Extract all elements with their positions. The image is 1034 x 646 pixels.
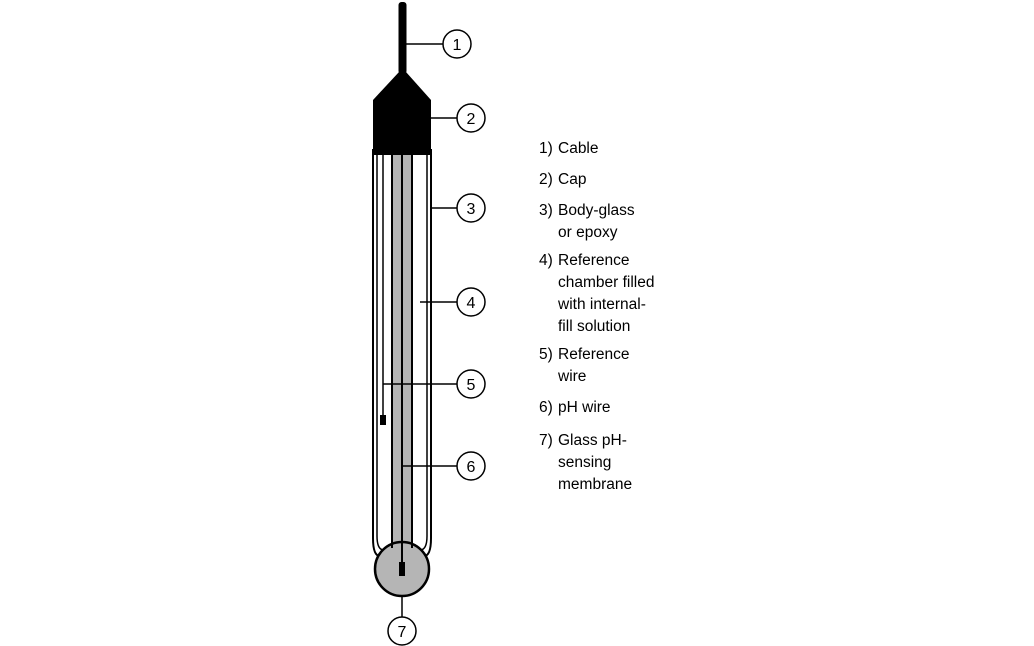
callout-1 bbox=[443, 30, 471, 58]
legend-item-ph-wire bbox=[539, 397, 799, 419]
legend-text: pH wire bbox=[558, 399, 611, 416]
callout-4 bbox=[457, 288, 485, 316]
legend-number: 2) bbox=[539, 171, 553, 188]
legend-text: Reference wire bbox=[558, 346, 630, 385]
callout-3 bbox=[457, 194, 485, 222]
callout-5-label: 5 bbox=[466, 377, 476, 394]
callout-2-label: 2 bbox=[466, 111, 476, 128]
legend-item-reference-wire bbox=[539, 344, 799, 388]
legend-number: 6) bbox=[539, 399, 553, 416]
callout-4-label: 4 bbox=[466, 295, 476, 312]
legend-item-reference-chamber bbox=[539, 250, 799, 338]
legend-text: Glass pH- sensing membrane bbox=[558, 432, 633, 493]
legend-number: 1) bbox=[539, 140, 553, 157]
legend-text: Cap bbox=[558, 171, 587, 188]
callout-6 bbox=[457, 452, 485, 480]
legend-item-body bbox=[539, 200, 799, 244]
callout-7 bbox=[388, 617, 416, 645]
reference-wire-tip bbox=[380, 415, 386, 425]
legend bbox=[539, 138, 799, 505]
callout-2 bbox=[457, 104, 485, 132]
callout-1-label: 1 bbox=[452, 37, 462, 54]
legend-number: 4) bbox=[539, 252, 553, 269]
legend-item-cap bbox=[539, 169, 799, 191]
callout-6-label: 6 bbox=[466, 459, 476, 476]
legend-number: 7) bbox=[539, 432, 553, 449]
callout-7-label: 7 bbox=[397, 624, 407, 641]
legend-number: 5) bbox=[539, 346, 553, 363]
legend-number: 3) bbox=[539, 202, 553, 219]
ph-wire-tip bbox=[399, 562, 405, 576]
cable bbox=[399, 2, 407, 74]
callout-5 bbox=[457, 370, 485, 398]
callout-3-label: 3 bbox=[466, 201, 476, 218]
cap bbox=[373, 72, 431, 155]
legend-item-cable bbox=[539, 138, 799, 160]
legend-text: Body-glass or epoxy bbox=[558, 202, 635, 241]
legend-text: Cable bbox=[558, 140, 599, 157]
legend-item-glass-membrane bbox=[539, 430, 799, 496]
legend-text: Reference chamber filled with internal- fill solution bbox=[558, 252, 655, 335]
